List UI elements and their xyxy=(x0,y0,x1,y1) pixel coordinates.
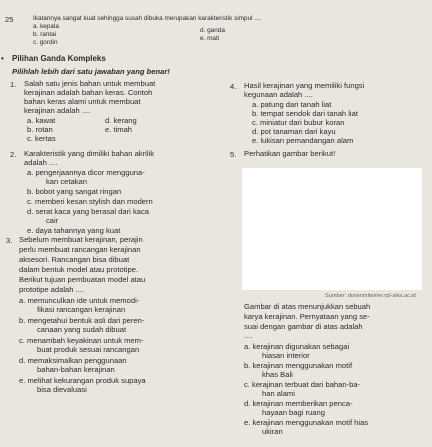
q3-option-c: c. menambah keyakinan untuk mem- xyxy=(19,336,144,345)
q25-option-a: a. kepala xyxy=(33,23,59,30)
q5-stem-line-1: Gambar di atas menunjukkan sebuah xyxy=(244,302,371,311)
q1-option-e: e. timah xyxy=(105,125,133,134)
q3-option-c-cont: buat produk sesuai rancangan xyxy=(37,345,140,354)
q1-stem-line-2: kerajinan adalah bahan keras. Contoh xyxy=(24,88,153,97)
q5-option-c: c. kerajinan terbuat dari bahan-ba- xyxy=(244,380,361,389)
q3-stem-line-3: aksesori. Rancangan bisa dibuat xyxy=(19,255,130,264)
q3-stem-line-5: Berikut tujuan pembuatan model atau xyxy=(19,275,146,284)
q5-option-c-cont: han alami xyxy=(262,389,295,398)
q4-stem-line-1: Hasil kerajinan yang memiliki fungsi xyxy=(244,81,365,90)
q25-option-d: d. ganda xyxy=(200,27,225,34)
q2-stem-line-2: adalah .... xyxy=(24,158,58,167)
q1-option-d: d. kerang xyxy=(105,116,137,125)
q4-option-b: b. tempat sendok dari tanah liat xyxy=(252,109,358,118)
q2-option-c: c. memberi kesan stylish dan modern xyxy=(27,197,153,206)
q5-image-source: Sumber: dosenmitemer.rpl-sika.ac.id xyxy=(325,293,416,299)
carving-picture xyxy=(242,168,422,290)
q1-stem-line-1: Salah satu jenis bahan untuk membuat xyxy=(24,79,156,88)
q1-stem-line-3: bahan keras alami untuk membuat xyxy=(24,97,141,106)
q25-option-b: b. rantai xyxy=(33,31,57,38)
q4-option-c: c. miniatur dari bubur koran xyxy=(252,118,345,127)
q3-option-e-cont: bisa dievaluasi xyxy=(37,385,87,394)
q3-number: 3. xyxy=(6,236,13,245)
q5-option-e: e. kerajinan menggunakan motif hias xyxy=(244,418,369,427)
q3-option-d: d. memaksimalkan penggunaan xyxy=(19,356,127,365)
q2-stem-line-1: Karakteristik yang dimiliki bahan akrilik xyxy=(24,149,154,158)
q4-stem-line-2: kegunaan adalah .... xyxy=(244,90,313,99)
q2-option-d-cont: cair xyxy=(46,216,59,225)
q25-number: 25 xyxy=(5,15,14,24)
q1-option-c: c. kertas xyxy=(27,134,56,143)
q5-option-b: b. kerajinan menggunakan motif xyxy=(244,361,353,370)
q3-option-a-cont: fikasi rancangan kerajinan xyxy=(37,305,126,314)
q2-option-a-cont: kan cetakan xyxy=(46,177,87,186)
q5-number: 5. xyxy=(230,150,237,159)
q4-option-e: e. lukisan pemandangan alam xyxy=(252,136,354,145)
q1-number: 1. xyxy=(10,80,17,89)
q5-option-a: a. kerajinan digunakan sebagai xyxy=(244,342,350,351)
section-bullet: • xyxy=(1,54,4,63)
q5-stem: Perhatikan gambar berikut! xyxy=(244,149,336,158)
section-title: Pilihan Ganda Kompleks xyxy=(12,54,106,63)
q2-number: 2. xyxy=(10,150,17,159)
q5-option-a-cont: hiasan interior xyxy=(262,351,310,360)
q3-option-b-cont: canaan yang sudah dibuat xyxy=(37,325,127,334)
q25-option-c: c. gordin xyxy=(33,39,58,46)
q5-option-d-cont: hayaan bagi ruang xyxy=(262,408,325,417)
q5-stem-line-3: suai dengan gambar di atas adalah xyxy=(244,322,363,331)
q4-number: 4. xyxy=(230,82,237,91)
q5-option-d: d. kerajinan memberikan penca- xyxy=(244,399,353,408)
q4-option-a: a. patung dari tanah liat xyxy=(252,100,332,109)
section-instruction: Pilihlah lebih dari satu jawaban yang benar! xyxy=(12,67,170,76)
q3-option-e: e. melihat kekurangan produk supaya xyxy=(19,376,146,385)
q3-stem-line-2: perlu membuat rancangan kerajinan xyxy=(19,245,141,254)
q25-stem: Ikatannya sangat kuat sehingga susah dibuka merupakan karakteristik simpul .... xyxy=(33,15,262,22)
q4-option-d: d. pot tanaman dari kayu xyxy=(252,127,336,136)
q25-option-e: e. mati xyxy=(200,35,220,42)
q3-option-b: b. mengetahui bentuk asli dari peren- xyxy=(19,316,145,325)
q3-stem-line-6: prototipe adalah .... xyxy=(19,285,85,294)
q2-option-d: d. serat kaca yang berasal dari kaca xyxy=(27,207,149,216)
q2-option-a: a. pengerjaannya dicor mengguna- xyxy=(27,168,145,177)
q5-option-b-cont: khas Bali xyxy=(262,370,293,379)
q1-option-a: a. kawat xyxy=(27,116,56,125)
q2-option-e: e. daya tahannya yang kuat xyxy=(27,226,121,235)
q3-stem-line-1: Sebelum membuat kerajinan, perajin xyxy=(19,235,143,244)
q2-option-b: b. bobot yang sangat ringan xyxy=(27,187,122,196)
q3-stem-line-4: dalam bentuk model atau prototipe. xyxy=(19,265,139,274)
q5-stem-line-4: .... xyxy=(244,331,253,340)
q5-option-e-cont: ukiran xyxy=(262,427,283,436)
q1-option-b: b. rotan xyxy=(27,125,53,134)
q1-stem-line-4: kerajinan adalah .... xyxy=(24,106,91,115)
q3-option-a: a. memunculkan ide untuk memodi- xyxy=(19,296,140,305)
q3-option-d-cont: bahan-bahan kerajinan xyxy=(37,365,115,374)
q5-stem-line-2: karya kerajinan. Pernyataan yang se- xyxy=(244,312,370,321)
